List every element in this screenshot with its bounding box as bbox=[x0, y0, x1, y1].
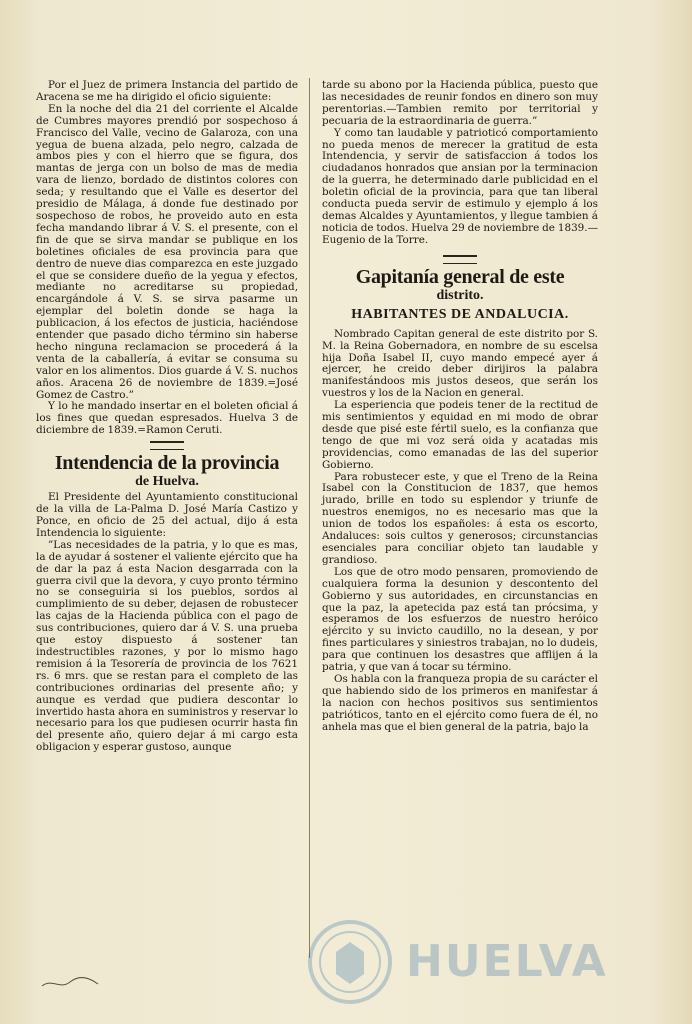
order-paragraph: Y lo he mandado insertar en el boleten oficial á los fines que quedan espresados. Huelva 3 de diciembre de 1839.=Ramon Ceruti. bbox=[36, 400, 298, 437]
intendencia-title: Intendencia de la provincia bbox=[54, 452, 280, 475]
capitania-subtitle: distrito. bbox=[436, 287, 484, 303]
ornament-divider bbox=[150, 441, 184, 450]
intendencia-subtitle: de Huelva. bbox=[135, 474, 199, 490]
column-divider bbox=[309, 78, 310, 958]
continued-paragraph: tarde su abono por la Hacienda pública, puesto que las necesidades de reunir fondos en dinero son muy perentorias.—Tambien remito por territorial y pecuaria de la estraordinaria de guerra.” bbox=[322, 79, 598, 127]
intendencia-paragraph: El Presidente del Ayuntamiento constitucional de la villa de La-Palma D. José María Castizo y Ponce, en oficio de 25 del actual, dijo á esta Intendencia lo siguiente: bbox=[36, 491, 298, 539]
capitania-paragraph: Nombrado Capitan general de este distrito por S. M. la Reina Gobernadora, en nombre de su escelsa hija Doña Isabel II, cuyo mando empecé ayer á ejercer, he creido deber dirijiros la palabra manifestándoos mis justos deseos, que serán los vuestros y los de la Nacion en general. bbox=[322, 327, 598, 400]
intro-paragraph: Por el Juez de primera Instancia del partido de Aracena se me ha dirigido el oficio siguiente: bbox=[36, 79, 298, 103]
left-column bbox=[36, 80, 298, 754]
report-paragraph: En la noche del dia 21 del corriente el Alcalde de Cumbres mayores prendió por sospechoso á Francisco del Valle, vecino de Galaroza, con una yegua de buena alzada, pelo negro, calzada de ambos pies y con el hierro que se figura, dos mantas de jerga con un bolso de mas de media vara de lienzo, bordado de distintos colores con seda; y resultando que el Valle es desertor del presidio de Málaga, á donde fue destinado por sospechoso de robos, he proveido auto en esta fecha mandando librar á V. S. el presente, con el fin de que se sirva mandar se publique en los boletines oficiales de esa provincia para que dentro de nueve dias comparezca en este juzgado el que se considere dueño de la yegua y efectos, mediante no acreditarse su propiedad, encargándole á V. S. se sirva pasarme un ejemplar del boletin donde se haga la publicacion, á los efectos de justicia, haciéndose entender que pasado dicho término sin haberse hecho ninguna reclamacion se procederá á la venta de la caballería, á evitar se consuma su valor en los alimentos. Dios guarde á V. S. nuchos años. Aracena 26 de noviembre de 1839.=José Gomez de Castro.” bbox=[36, 102, 298, 401]
capitania-paragraph: Los que de otro modo pensaren, promoviendo de cualquiera forma la desunion y descontento del Gobierno y sus autoridades, en circunstancias en que la paz, la apetecida paz está tan prócsima, y esperamos de los esfuerzos de nuestro heróico ejército y su invicto caudillo, no la desean, y por fines particulares y siniestros trabajan, no lo dudeis, para que continuen los desastres que afflijen á la patria, y que van á tocar su término. bbox=[322, 565, 598, 674]
intendencia-quote: ”Las necesidades de la patria, y lo que es mas, la de ayudar á sostener el valiente ejército que ha de dar la paz á esta Nacion desgarrada con la guerra civil que la devora, y cuyo pronto término no se conseguiria si los pueblos, sordos al cumplimiento de su deber, dejasen de robustecer las cajas de la Hacienda pública con el pago de sus contribuciones, quiero dar á V. S. una prueba que estoy dispuesto á sostener tan indestructibles razones, y por lo mismo hago remision á la Tesorería de provincia de los 7621 rs. 6 mrs. que se restan para el completo de las contribuciones ordinarias del presente año; y aunque es verdad que pudiera descontar lo invertido hasta ahora en suministros y reservar lo necesario para los que pudiesen ocurrir hasta fin del presente año, quiero dejar á mi cargo esta obligacion y esperar gustoso, aunque bbox=[36, 538, 298, 754]
capitania-paragraph: Para robustecer este, y que el Treno de la Reina Isabel con la Constitucion de 1837, que hemos jurado, brille en todo su esplendor y triunfe de nuestros enemigos, no es necesario mas que la union de todos los españoles: á esta os escorto, Andaluces: sois cultos y generosos; circunstancias esenciales para conciliar objeto tan laudable y grandioso. bbox=[322, 470, 598, 566]
capitania-paragraph: Os habla con la franqueza propia de su carácter el que habiendo sido de los primeros en manifestar á la nacion con hechos positivos sus sentimientos patrióticos, tanto en el ejército como fuera de él, no anhela mas que el bien general de la patria, bajo la bbox=[322, 672, 598, 733]
right-column bbox=[322, 80, 598, 734]
seal-icon bbox=[306, 918, 394, 1006]
ornament-divider bbox=[443, 255, 477, 264]
capitania-title: Gapitanía general de este bbox=[355, 265, 565, 288]
handwritten-mark-icon bbox=[40, 976, 100, 990]
capitania-paragraph: La esperiencia que podeis tener de la rectitud de mis sentimientos y equidad en mi modo de obrar desde que pisé este fértil suelo, es la confianza que tengo de que mi voz será oida y acatadas mis providencias, como emanadas de las del superior Gobierno. bbox=[322, 399, 598, 471]
archive-watermark bbox=[306, 918, 626, 1008]
watermark-text: HUELVA bbox=[406, 936, 608, 987]
habitantes-heading: HABITANTES DE ANDALUCIA. bbox=[351, 306, 569, 322]
gratitude-paragraph: Y como tan laudable y patrioticó comportamiento no pueda menos de merecer la gratitud de esta Intendencia, y servir de satisfaccion á todos los ciudadanos honrados que ansian por la terminacion de la guerra, he determinado darle publicidad en el boletin oficial de la provincia, para que tan liberal conducta pueda servir de estimulo y ejemplo á los demas Alcaldes y Ayuntamientos, y llegue tambien á noticia de todos. Huelva 29 de noviembre de 1839.—Eugenio de la Torre. bbox=[322, 126, 598, 246]
